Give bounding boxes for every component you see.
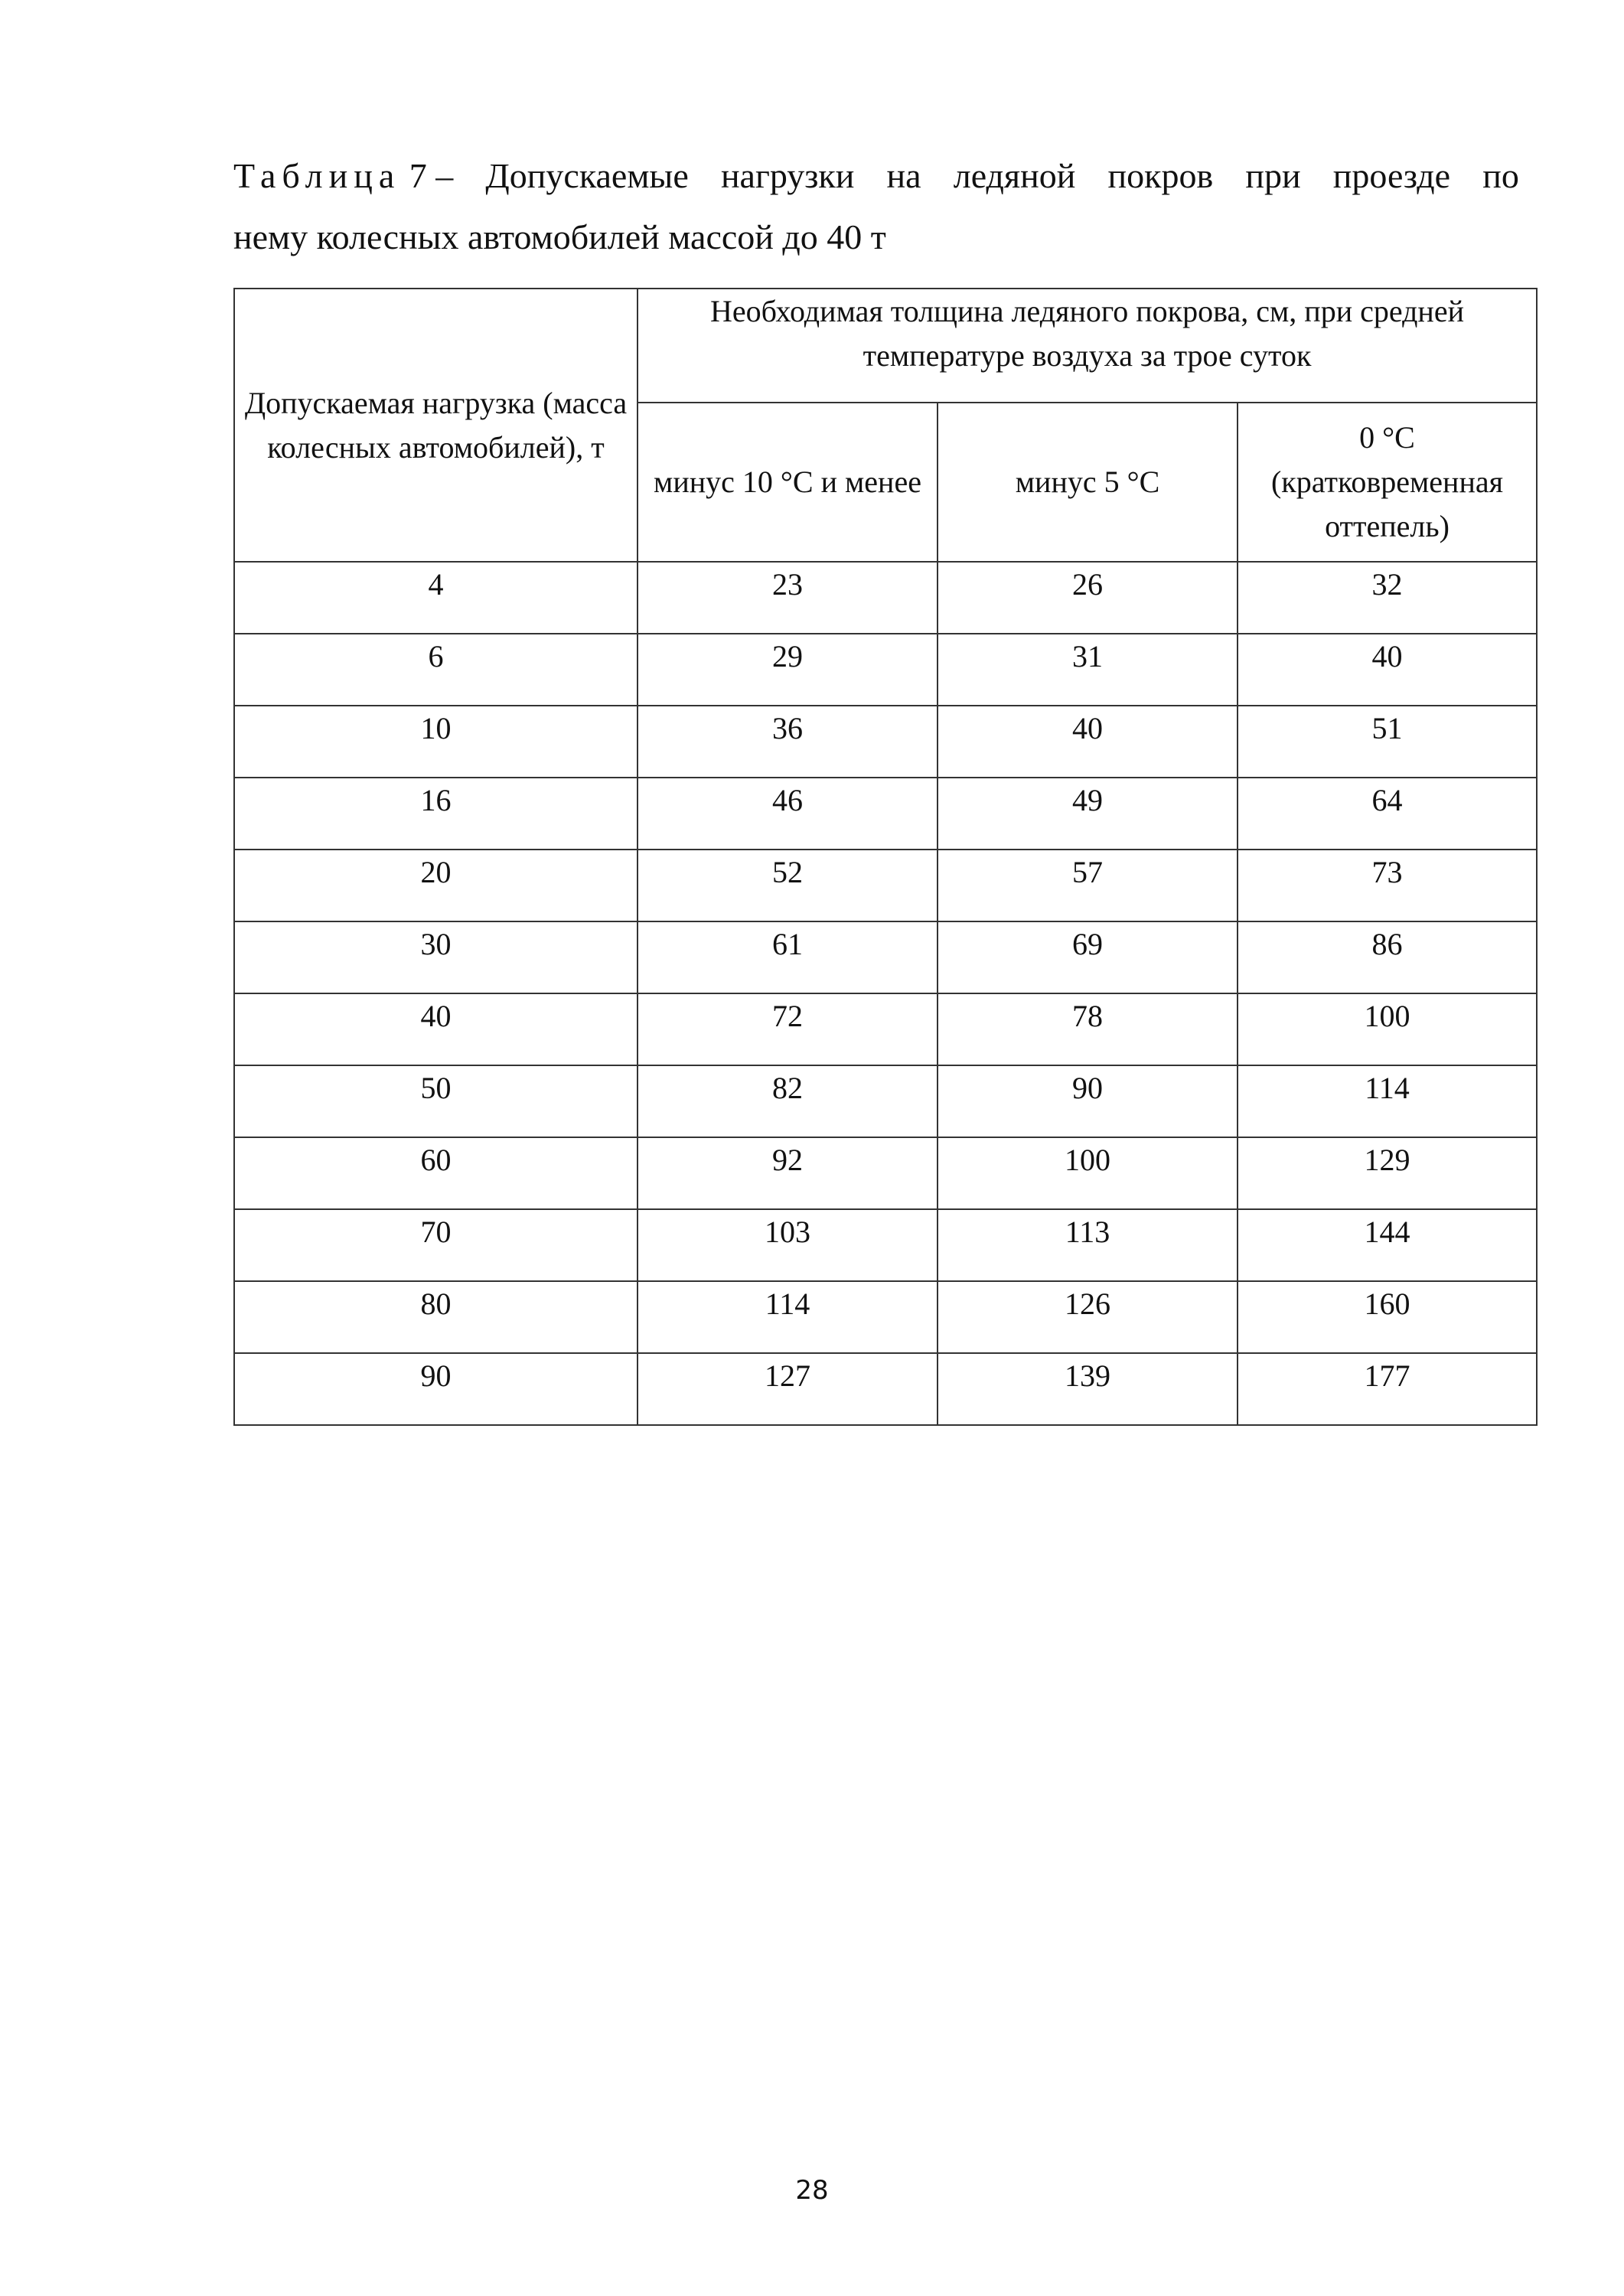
cell-load: 4 (234, 562, 638, 634)
table-row (234, 1353, 1537, 1425)
cell-load: 60 (234, 1137, 638, 1209)
cell-thickness: 49 (938, 778, 1238, 850)
cell-thickness: 36 (638, 706, 938, 778)
cell-thickness: 139 (938, 1353, 1238, 1425)
header-permissible-load: Допускаемая нагрузка (масса колесных автомобилей), т (234, 289, 638, 562)
cell-thickness: 52 (638, 850, 938, 921)
cell-load: 16 (234, 778, 638, 850)
cell-thickness: 40 (938, 706, 1238, 778)
table-row (234, 921, 1537, 993)
table-row (234, 1209, 1537, 1281)
cell-thickness: 61 (638, 921, 938, 993)
caption-line-2: нему колесных автомобилей массой до 40 т (233, 217, 886, 256)
cell-thickness: 51 (1238, 706, 1537, 778)
table-caption (233, 145, 1519, 268)
subheader-zero-thaw: 0 °С (кратковременная оттепель) (1238, 403, 1537, 562)
caption-word: на (886, 156, 921, 195)
cell-thickness: 113 (938, 1209, 1238, 1281)
cell-load: 20 (234, 850, 638, 921)
caption-word: покров (1107, 156, 1214, 195)
table-row (234, 706, 1537, 778)
cell-thickness: 64 (1238, 778, 1537, 850)
caption-label: Таблица 7 – (233, 156, 454, 195)
cell-thickness: 78 (938, 993, 1238, 1065)
table-row (234, 778, 1537, 850)
caption-word: ледяной (953, 156, 1076, 195)
cell-thickness: 86 (1238, 921, 1537, 993)
caption-line-1 (233, 145, 1519, 207)
cell-thickness: 29 (638, 634, 938, 706)
table-body (234, 562, 1537, 1425)
table-row (234, 1065, 1537, 1137)
caption-word: нагрузки (720, 156, 855, 195)
caption-word: проезде (1332, 156, 1451, 195)
cell-thickness: 160 (1238, 1281, 1537, 1353)
cell-thickness: 126 (938, 1281, 1238, 1353)
cell-thickness: 129 (1238, 1137, 1537, 1209)
cell-load: 70 (234, 1209, 638, 1281)
cell-thickness: 46 (638, 778, 938, 850)
table-row (234, 562, 1537, 634)
cell-thickness: 90 (938, 1065, 1238, 1137)
cell-thickness: 100 (1238, 993, 1537, 1065)
cell-thickness: 26 (938, 562, 1238, 634)
cell-load: 30 (234, 921, 638, 993)
cell-load: 80 (234, 1281, 638, 1353)
cell-thickness: 23 (638, 562, 938, 634)
cell-thickness: 100 (938, 1137, 1238, 1209)
cell-thickness: 69 (938, 921, 1238, 993)
table-row (234, 993, 1537, 1065)
cell-load: 50 (234, 1065, 638, 1137)
caption-word: при (1245, 156, 1301, 195)
cell-thickness: 103 (638, 1209, 938, 1281)
cell-thickness: 127 (638, 1353, 938, 1425)
cell-thickness: 73 (1238, 850, 1537, 921)
cell-thickness: 144 (1238, 1209, 1537, 1281)
ice-load-table (233, 288, 1538, 1426)
header-ice-thickness: Необходимая толщина ледяного покрова, см, при средней температуре воздуха за трое суток (638, 289, 1537, 403)
cell-load: 6 (234, 634, 638, 706)
page-number: 28 (795, 2175, 829, 2206)
caption-word: Допускаемые (485, 156, 689, 195)
cell-thickness: 31 (938, 634, 1238, 706)
cell-thickness: 114 (638, 1281, 938, 1353)
subheader-minus-5: минус 5 °С (938, 403, 1238, 562)
cell-thickness: 72 (638, 993, 938, 1065)
cell-thickness: 92 (638, 1137, 938, 1209)
cell-thickness: 32 (1238, 562, 1537, 634)
table-row (234, 634, 1537, 706)
cell-thickness: 40 (1238, 634, 1537, 706)
cell-thickness: 57 (938, 850, 1238, 921)
cell-thickness: 82 (638, 1065, 938, 1137)
cell-load: 40 (234, 993, 638, 1065)
cell-load: 10 (234, 706, 638, 778)
caption-word: по (1482, 156, 1519, 195)
subheader-minus-10: минус 10 °С и менее (638, 403, 938, 562)
cell-load: 90 (234, 1353, 638, 1425)
cell-thickness: 177 (1238, 1353, 1537, 1425)
cell-thickness: 114 (1238, 1065, 1537, 1137)
table-row (234, 850, 1537, 921)
table-row (234, 1281, 1537, 1353)
table-row (234, 1137, 1537, 1209)
